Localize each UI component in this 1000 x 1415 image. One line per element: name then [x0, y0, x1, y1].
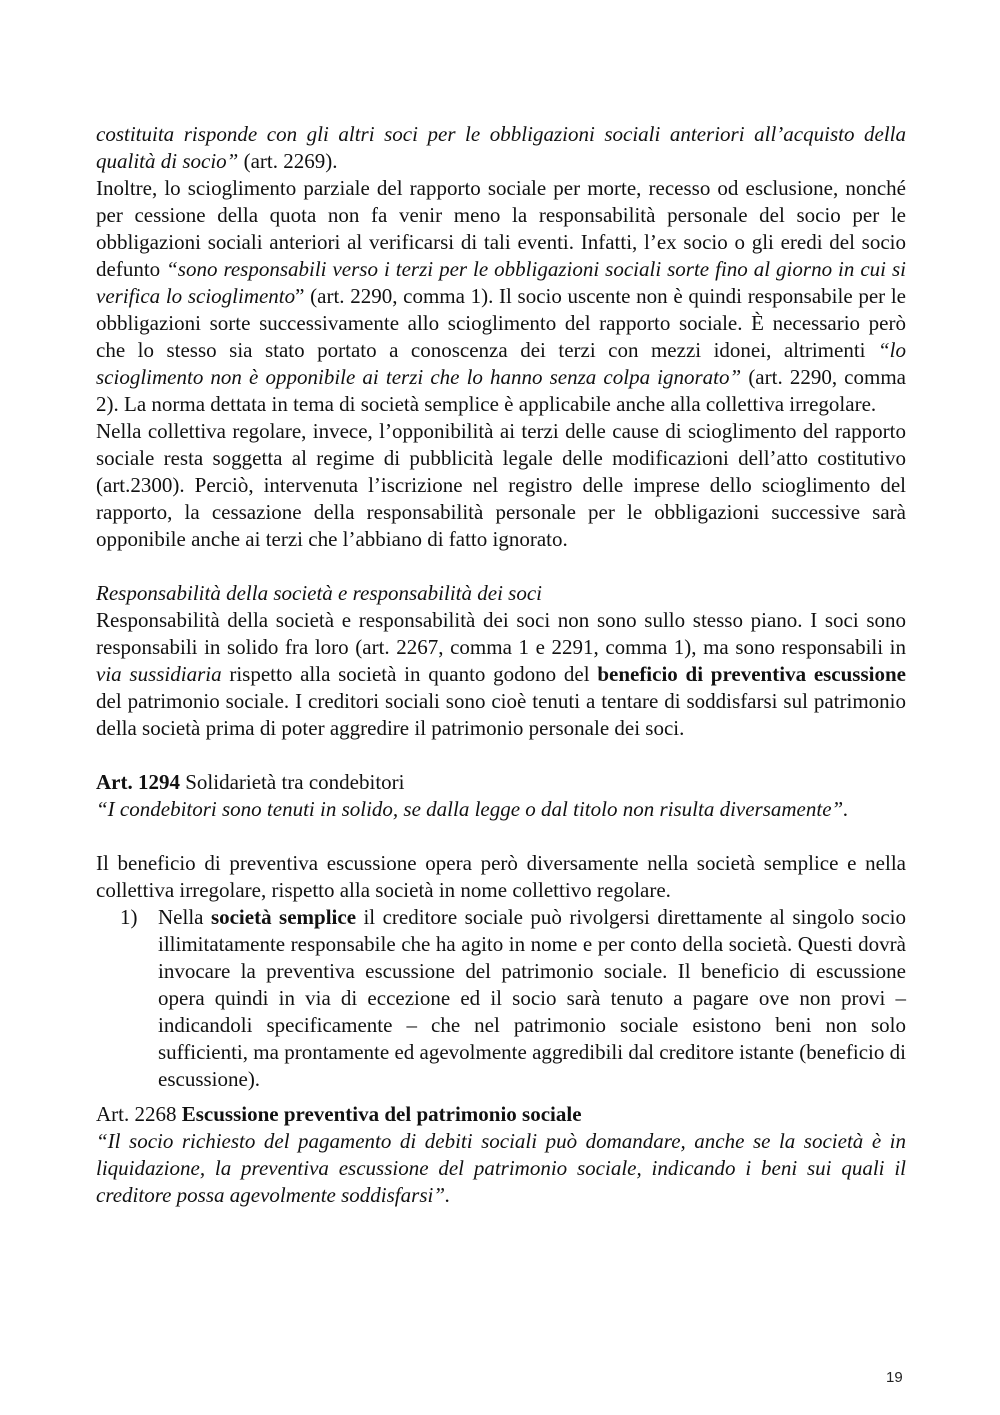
list-item — [96, 904, 906, 1093]
text-run: Nella collettiva regolare, invece, l’opponibilità ai terzi delle cause di scioglimento del rapporto sociale resta soggetta al regime di pubblicità legale delle modificazioni dell’atto costitutivo (art.2300). Perciò, intervenuta l’iscrizione nel registro delle imprese dello scioglimento del rapporto, la cessazione della responsabilità personale per le obbligazioni successive sarà opponibile anche ai terzi che l’abbiano di fatto ignorato. — [96, 419, 906, 551]
paragraph-scioglimento — [96, 175, 906, 418]
article-1294-quote — [96, 796, 906, 823]
italic-quote: “sono responsabili verso i terzi per le obbligazioni sociali sorte fino al giorno in cui si verifica lo scioglimento — [96, 257, 906, 308]
article-label: Art. 2268 — [96, 1102, 182, 1126]
article-label: Art. 1294 — [96, 770, 180, 794]
paragraph-collettiva-regolare — [96, 418, 906, 553]
paragraph-responsabilita — [96, 607, 906, 742]
section-heading — [96, 580, 906, 607]
bold-term: società semplice — [210, 905, 357, 929]
text-run: Responsabilità della società e responsabilità dei soci non sono sullo stesso piano. I soci sono responsabili in solido fra loro (art. 2267, comma 1 e 2291, comma 1), ma sono responsabili in — [96, 608, 906, 659]
list-item-body — [158, 904, 906, 1093]
text-run: Nella — [158, 905, 211, 929]
bold-term: beneficio di preventiva escussione — [597, 662, 906, 686]
article-title: Solidarietà tra condebitori — [179, 770, 405, 794]
text-run: ” (art. 2290, comma 1). Il socio uscente non è quindi responsabile per le obbligazioni sorte successivamente allo scioglimento del rapporto sociale. È necessario però che lo stesso sia stato portato a conoscenza dei terzi con mezzi idonei, altrimenti — [96, 284, 906, 362]
article-title: Escussione preventiva del patrimonio sociale — [181, 1102, 582, 1126]
italic-term: via sussidiaria — [96, 662, 222, 686]
article-quote: “I condebitori sono tenuti in solido, se dalla legge o dal titolo non risulta diversamente”. — [96, 797, 849, 821]
text-run: (art. 2290, comma 2). La norma dettata in tema di società semplice è applicabile anche alla collettiva irregolare. — [96, 365, 906, 416]
spacer — [96, 742, 906, 769]
italic-quote: “lo scioglimento non è opponibile ai terzi che lo hanno senza colpa ignorato” — [96, 338, 906, 389]
text-run: Il beneficio di preventiva escussione opera però diversamente nella società semplice e nella collettiva irregolare, rispetto alla società in nome collettivo regolare. — [96, 851, 906, 902]
article-quote: “Il socio richiesto del pagamento di debiti sociali può domandare, anche se la società è in liquidazione, la preventiva escussione del patrimonio sociale, indicando i beni sui quali il creditore possa agevolmente soddisfarsi”. — [96, 1129, 906, 1207]
section-heading-text: Responsabilità della società e responsabilità dei soci — [96, 581, 543, 605]
article-2268-quote — [96, 1128, 906, 1209]
text-run: del patrimonio sociale. I creditori sociali sono cioè tenuti a tentare di soddisfarsi sul patrimonio della società prima di poter aggredire il patrimonio personale dei soci. — [96, 689, 906, 740]
document-page — [96, 121, 906, 1209]
list-item-number: 1) — [120, 905, 138, 929]
text-run: rispetto alla società in quanto godono del — [221, 662, 598, 686]
paragraph-art-2269 — [96, 121, 906, 175]
italic-quote: costituita risponde con gli altri soci per le obbligazioni sociali anteriori all’acquisto della qualità di socio” — [96, 122, 906, 173]
page-number: 19 — [886, 1369, 903, 1386]
text-run: il creditore sociale può rivolgersi direttamente al singolo socio illimitatamente responsabile che ha agito in nome e per conto della società. Questi dovrà invocare la preventiva escussione del patrimonio sociale. Il beneficio di escussione opera quindi in via di eccezione ed il socio sarà tenuto a pagare ove non provi – indicandoli specificamente – che nel patrimonio sociale esistono beni non solo sufficienti, ma prontamente ed agevolmente aggredibili dal creditore istante (beneficio di escussione). — [158, 905, 906, 1091]
article-2268-heading — [96, 1101, 906, 1128]
numbered-list — [96, 904, 906, 1093]
spacer — [96, 1093, 906, 1101]
citation: (art. 2269). — [238, 149, 338, 173]
paragraph-beneficio — [96, 850, 906, 904]
text-run: Inoltre, lo scioglimento parziale del rapporto sociale per morte, recesso od esclusione, nonché per cessione della quota non fa venir meno la responsabilità personale del socio per le obbligazioni sociali anteriori al verificarsi di tali eventi. Infatti, l’ex socio o gli eredi del socio defunto — [96, 176, 906, 281]
article-1294-heading — [96, 769, 906, 796]
spacer — [96, 823, 906, 850]
spacer — [96, 553, 906, 580]
